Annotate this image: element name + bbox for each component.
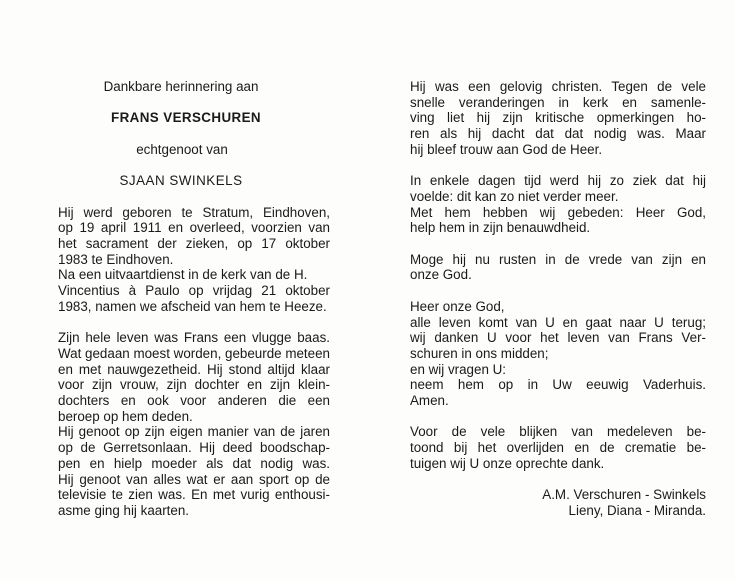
spouse-name: SJAAN SWINKELS xyxy=(119,173,243,189)
text-line: Hij genoot op zijn eigen manier van de jaren xyxy=(58,424,330,440)
text-line: televisie te zien was. En met vurig enthousi- xyxy=(58,487,330,503)
text-line: beroep op hem deden. xyxy=(58,408,193,424)
signature-line: Lieny, Diana - Miranda. xyxy=(568,502,706,518)
text-line: Na een uitvaartdienst in de kerk van de H. xyxy=(58,267,308,283)
text-line: ving liet hij zijn kritische opmerkingen ho- xyxy=(410,110,706,126)
deceased-name: FRANS VERSCHUREN xyxy=(111,110,261,126)
text-line: onze God. xyxy=(410,267,472,283)
text-line: 1983, namen we afscheid van hem te Heeze. xyxy=(58,298,327,314)
text-line: Hij was een gelovig christen. Tegen de vele xyxy=(410,79,706,94)
text-line: Met hem hebben wij gebeden: Heer God, xyxy=(410,204,706,220)
paragraph-birth-death xyxy=(58,205,330,315)
text-line: help hem in zijn benauwdheid. xyxy=(410,220,591,236)
text-line: en wij vragen U: xyxy=(410,361,507,377)
text-line: alle leven komt van U en gaat naar U terug; xyxy=(410,314,706,330)
text-line: hij bleef trouw aan God de Heer. xyxy=(410,141,603,157)
text-line: schuren in ons midden; xyxy=(410,345,549,361)
paragraph-faith xyxy=(410,79,706,158)
signature-line: A.M. Verschuren - Swinkels xyxy=(542,487,706,503)
text-line: op 19 april 1911 en overleed, voorzien van xyxy=(58,220,330,236)
text-line: voor zijn vrouw, zijn dochter en zijn klein- xyxy=(58,377,330,393)
signature-block xyxy=(410,487,706,518)
text-line: 1983 te Eindhoven. xyxy=(58,251,174,267)
text-line: en met nauwgezetheid. Hij stond altijd klaar xyxy=(58,361,330,377)
text-line: Vincentius à Paulo op vrijdag 21 oktober xyxy=(58,283,330,299)
relation-text: echtgenoot van xyxy=(136,141,228,157)
right-column xyxy=(410,79,706,519)
text-line: Heer onze God, xyxy=(410,298,505,314)
text-line: Hij werd geboren te Stratum, Eindhoven, xyxy=(58,204,330,220)
text-line: ren als hij dacht dat dat nodig was. Maar xyxy=(410,126,706,142)
text-line: toond bij het overlijden en de crematie be- xyxy=(410,440,706,456)
text-line: dochters en ook voor anderen die een xyxy=(58,392,330,408)
paragraph-thanks xyxy=(410,424,706,471)
left-column xyxy=(58,79,330,519)
text-line: Wat gedaan moest worden, gebeurde meteen xyxy=(58,345,330,361)
text-line: Zijn hele leven was Frans een vlugge baas. xyxy=(58,330,330,346)
text-line: Hij genoot van alles wat er aan sport op de xyxy=(58,471,330,487)
paragraph-rest xyxy=(410,252,706,283)
text-line: voelde: dit kan zo niet verder meer. xyxy=(410,188,619,204)
text-line: Moge hij nu rusten in de vrede van zijn en xyxy=(410,251,706,267)
text-line: In enkele dagen tijd werd hij zo ziek dat hij xyxy=(410,173,706,189)
text-line: tuigen wij U onze oprechte dank. xyxy=(410,455,605,471)
text-line: wij danken U voor het leven van Frans Ver- xyxy=(410,330,706,346)
paragraph-prayer xyxy=(410,299,706,409)
text-line: snelle veranderingen in kerk en samenle- xyxy=(410,94,706,110)
text-line: Amen. xyxy=(410,393,449,409)
paragraph-illness xyxy=(410,173,706,236)
text-line: op de Gerretsonlaan. Hij deed boodschap- xyxy=(58,440,330,456)
text-line: asme ging hij kaarten. xyxy=(58,502,190,518)
paragraph-life xyxy=(58,330,330,518)
text-line: het sacrament der zieken, op 17 oktober xyxy=(58,235,330,251)
text-line: neem hem op in Uw eeuwig Vaderhuis. xyxy=(410,377,706,393)
text-line: pen en hielp moeder als dat nodig was. xyxy=(58,455,330,471)
text-line: Voor de vele blijken van medeleven be- xyxy=(410,424,706,440)
header-intro: Dankbare herinnering aan xyxy=(103,79,259,94)
